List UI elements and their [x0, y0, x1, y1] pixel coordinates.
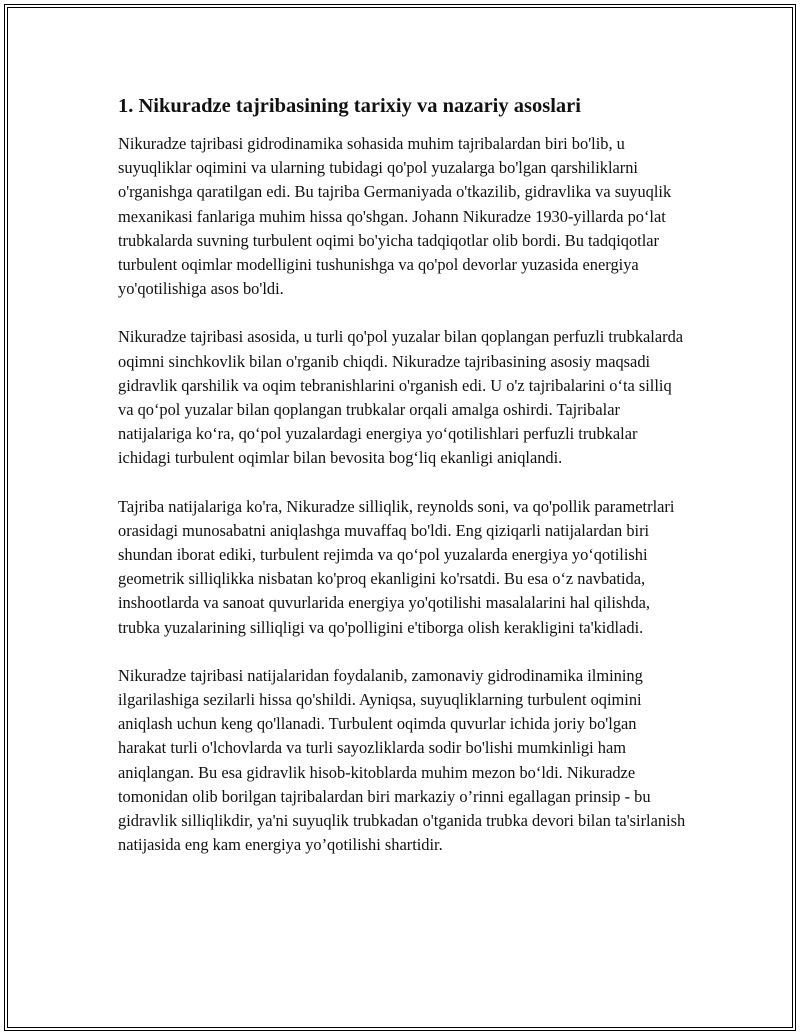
- paragraph-4: Nikuradze tajribasi natijalaridan foydalanib, zamonaviy gidrodinamika ilmining ilgarilashiga sezilarli hissa qo'shildi. Ayniqsa, suyuqliklarning turbulent oqimini aniqlash uchun keng qo'llanadi. Turbulent oqimda quvurlar ichida joriy bo'lgan harakat turli o'lchovlarda va turli sayozliklarda sodir bo'lishi mumkinligi ham aniqlangan. Bu esa gidravlik hisob-kitoblarda muhim mezon bo‘ldi. Nikuradze tomonidan olib borilgan tajribalardan biri markaziy o’rinni egallagan prinsip - bu gidravlik silliqlikdir, ya'ni suyuqlik trubkadan o'tganida trubka devori bilan ta'sirlanish natijasida eng kam energiya yo’qotilishi shartidir.: [118, 665, 686, 855]
- paragraph-2: Nikuradze tajribasi asosida, u turli qo'pol yuzalar bilan qoplangan perfuzli trubkalarda oqimni sinchkovlik bilan o'rganib chiqdi. Nikuradze tajribasining asosiy maqsadi gidravlik qarshilik va oqim tebranishlarini o'rganish edi. U o'z tajribalarini o‘ta silliq va qo‘pol yuzalar bilan qoplangan trubkalar orqali amalga oshirdi. Tajribalar natijalariga ko‘ra, qo‘pol yuzalardagi energiya yo‘qotilishlari perfuzli trubkalar ichidagi turbulent oqimlar bilan bevosita bog‘liq ekanligi aniqlandi.: [118, 327, 684, 468]
- document-body: [118, 93, 688, 881]
- paragraph-1: Nikuradze tajribasi gidrodinamika sohasida muhim tajribalardan biri bo'lib, u suyuqliklar oqimini va ularning tubidagi qo'pol yuzalarga bo'lgan qarshiliklarni o'rganishga qaratilgan edi. Bu tajriba Germaniyada o'tkazilib, gidravlika va suyuqlik mexanikasi fanlariga muhim hissa qo'shgan. Johann Nikuradze 1930-yillarda po‘lat trubkalarda suvning turbulent oqimi bo'yicha tadqiqotlar olib bordi. Bu tadqiqotlar turbulent oqimlar modelligini tushunishga va qo'pol devorlar yuzasida energiya yo'qotilishiga asos bo'ldi.: [118, 134, 672, 299]
- section-heading: 1. Nikuradze tajribasining tarixiy va nazariy asoslari: [118, 95, 581, 117]
- paragraph-3: Tajriba natijalariga ko'ra, Nikuradze silliqlik, reynolds soni, va qo'pollik parametrlari orasidagi munosabatni aniqlashga muvaffaq bo'ldi. Eng qiziqarli natijalardan biri shundan iborat ediki, turbulent rejimda va qo‘pol yuzalarda energiya yo‘qotilishi geometrik silliqlikka nisbatan ko'proq ekanligini ko'rsatdi. Bu esa o‘z navbatida, inshootlarda va sanoat quvurlarida energiya yo'qotilishi masalalarini hal qilishda, trubka yuzalarining silliqligi va qo'polligini e'tiborga olish kerakligini ta'kidladi.: [118, 496, 675, 637]
